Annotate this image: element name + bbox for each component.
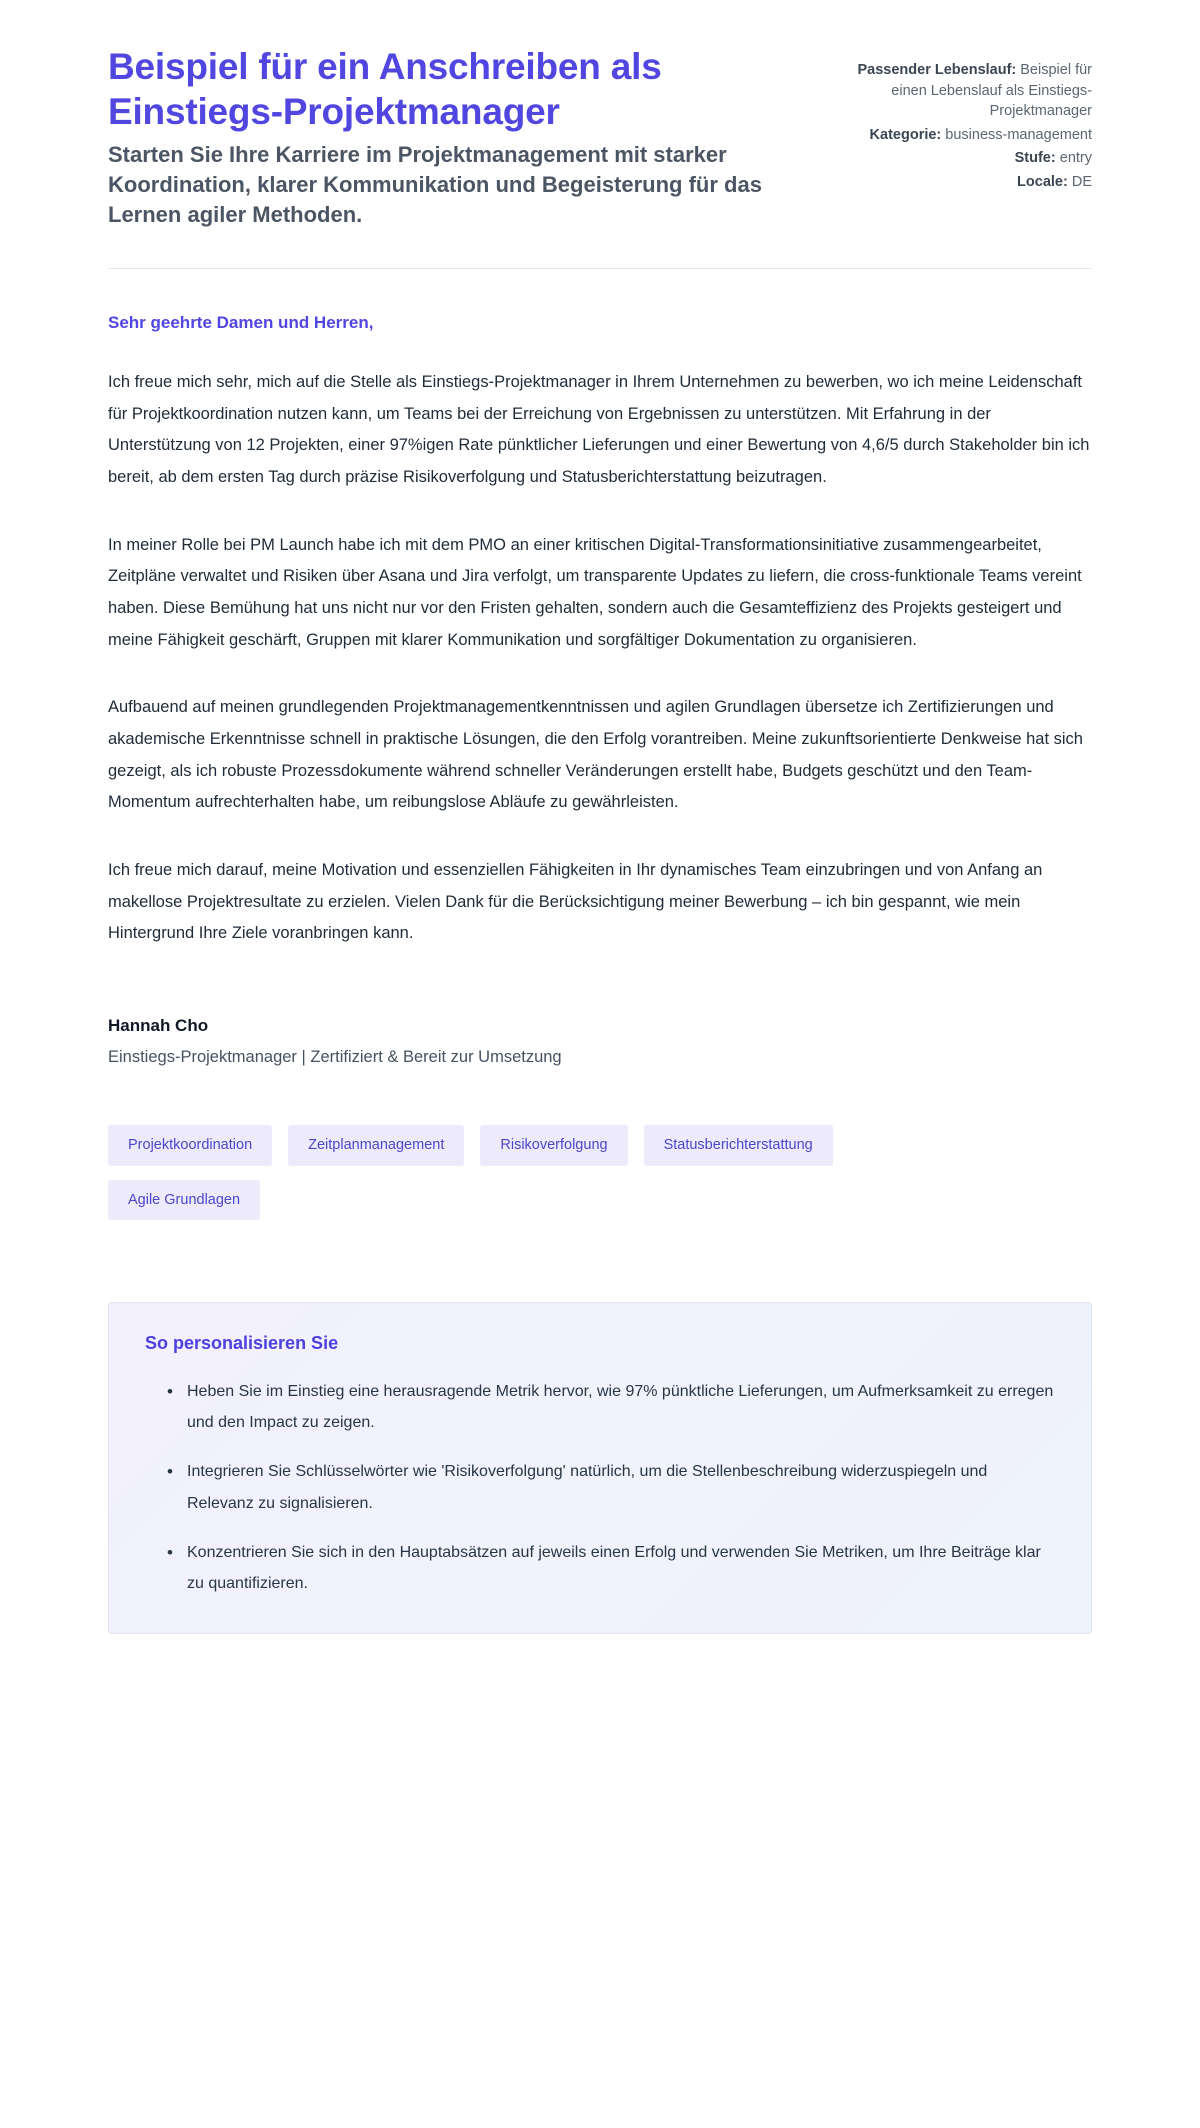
- meta-level: [852, 148, 1092, 169]
- skill-tag[interactable]: Agile Grundlagen: [108, 1180, 260, 1221]
- personalization-title: So personalisieren Sie: [145, 1333, 339, 1354]
- letter-paragraph: Ich freue mich sehr, mich auf die Stelle als Einstiegs-Projektmanager in Ihrem Unternehmen zu bewerben, wo ich meine Leidenschaft für Projektkoordination nutzen kann, um Teams bei der Erreichung von Ergebnissen zu unterstützen. Mit Erfahrung in der Unterstützung von 12 Projekten, einer 97%igen Rate pünktlicher Lieferungen und einer Bewertung von 4,6/5 durch Stakeholder bin ich bereit, ab dem ersten Tag durch präzise Risikoverfolgung und Statusberichterstattung beizutragen.: [108, 372, 1090, 486]
- header-text-block: [108, 44, 818, 230]
- meta-matching-resume-label: Passender Lebenslauf:: [857, 62, 1017, 78]
- signature-name: Hannah Cho: [108, 1016, 209, 1036]
- personalization-panel: [108, 1302, 1092, 1634]
- skill-tag[interactable]: Statusberichterstattung: [644, 1125, 833, 1166]
- skill-tag[interactable]: Risikoverfolgung: [480, 1125, 627, 1166]
- list-item: • Konzentrieren Sie sich in den Hauptabsätzen auf jeweils einen Erfolg und verwenden Sie Metriken, um Ihre Beiträge klar zu quantifizieren.: [167, 1537, 1055, 1599]
- signature-block: [108, 1016, 1092, 1067]
- letter-paragraph: Ich freue mich darauf, meine Motivation und essenziellen Fähigkeiten in Ihr dynamisches Team einzubringen und von Anfang an makellose Projektresultate zu erzielen. Vielen Dank für die Berücksichtigung meiner Bewerbung – ich bin gespannt, wie mein Hintergrund Ihre Ziele voranbringen kann.: [108, 861, 1043, 943]
- letter-paragraph: In meiner Rolle bei PM Launch habe ich mit dem PMO an einer kritischen Digital-Transformationsinitiative zusammengearbeitet, Zeitpläne verwaltet und Risiken über Asana und Jira verfolgt, um transparente Updates zu liefern, die cross-funktionale Teams vereint haben. Diese Bemühung hat uns nicht nur vor den Fristen gehalten, sondern auch die Gesamteffizienz des Projekts gesteigert und meine Fähigkeit geschärft, Gruppen mit klarer Kommunikation und sorgfältiger Dokumentation zu organisieren.: [108, 535, 1082, 649]
- meta-category-value: business-management: [945, 126, 1092, 143]
- signature-role: Einstiegs-Projektmanager | Zertifiziert & Bereit zur Umsetzung: [108, 1048, 562, 1067]
- salutation: Sehr geehrte Damen und Herren,: [108, 312, 374, 332]
- skill-tag[interactable]: Projektkoordination: [108, 1125, 272, 1166]
- list-item: • Heben Sie im Einstieg eine herausragende Metrik hervor, wie 97% pünktliche Lieferungen, um Aufmerksamkeit zu erregen und den Impact zu zeigen.: [167, 1376, 1055, 1438]
- page-header: [108, 44, 1092, 230]
- letter-paragraph: Aufbauend auf meinen grundlegenden Projektmanagementkenntnissen und agilen Grundlagen übersetze ich Zertifizierungen und akademische Erkenntnisse schnell in praktische Lösungen, die den Erfolg vorantreiben. Meine zukunftsorientierte Denkweise hat sich gezeigt, als ich robuste Prozessdokumente während schneller Veränderungen erstellt habe, Budgets geschützt und den Team-Momentum aufrechterhalten habe, um reibungslose Abläufe zu gewährleisten.: [108, 698, 1083, 812]
- meta-locale: [852, 172, 1092, 193]
- meta-matching-resume: [852, 60, 1092, 122]
- meta-locale-label: Locale:: [1017, 173, 1068, 190]
- letter-body: [108, 269, 1092, 950]
- meta-locale-value: DE: [1071, 173, 1092, 190]
- meta-matching-resume-value: Beispiel für einen Lebenslauf als Einstiegs-Projektmanager: [891, 62, 1092, 120]
- document-metadata: [852, 44, 1092, 195]
- meta-category: [852, 125, 1092, 146]
- meta-level-value: entry: [1059, 150, 1092, 167]
- page-title: Beispiel für ein Anschreiben als Einstiegs-Projektmanager: [108, 46, 662, 133]
- meta-level-label: Stufe:: [1014, 150, 1056, 167]
- page-subtitle: Starten Sie Ihre Karriere im Projektmanagement mit starker Koordination, klarer Kommunikation und Begeisterung für das Lernen agiler Methoden.: [108, 142, 762, 228]
- list-item: • Integrieren Sie Schlüsselwörter wie 'Risikoverfolgung' natürlich, um die Stellenbeschreibung widerzuspiegeln und Relevanz zu signalisieren.: [167, 1456, 1055, 1518]
- meta-category-label: Kategorie:: [869, 126, 942, 143]
- personalization-list: [145, 1376, 1055, 1599]
- skill-tag[interactable]: Zeitplanmanagement: [288, 1125, 464, 1166]
- skill-tag-list: [108, 1125, 988, 1220]
